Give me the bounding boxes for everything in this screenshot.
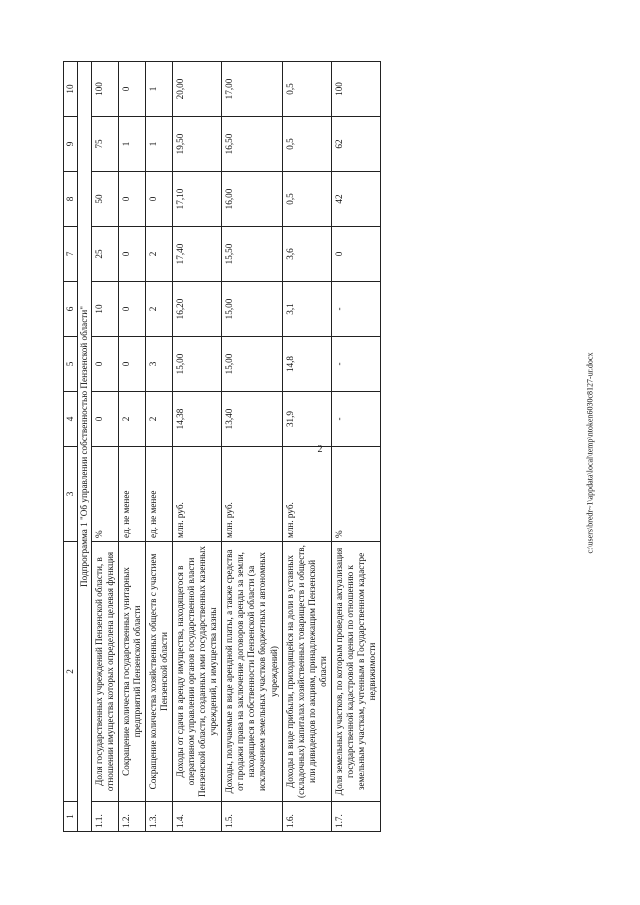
value-cell: 15,00 xyxy=(222,282,282,337)
indicator-name: Сокращение количества хозяйственных обществ с участием Пензенской области xyxy=(146,542,173,802)
subprogram-row xyxy=(78,62,92,832)
column-number-row xyxy=(64,62,78,832)
rotated-table-container xyxy=(63,62,593,832)
value-cell: 0 xyxy=(119,172,146,227)
value-cell: 62 xyxy=(331,117,380,172)
column-header: 3 xyxy=(64,447,78,542)
value-cell: 13,40 xyxy=(222,392,282,447)
value-cell: 0 xyxy=(331,227,380,282)
column-header: 5 xyxy=(64,337,78,392)
table-row xyxy=(92,62,119,832)
unit-cell: млн. руб. xyxy=(282,447,331,542)
value-cell: 1 xyxy=(146,117,173,172)
value-cell: 0,5 xyxy=(282,172,331,227)
unit-cell: млн. руб. xyxy=(222,447,282,542)
value-cell: 0 xyxy=(92,337,119,392)
table-row xyxy=(331,62,380,832)
value-cell: 16,20 xyxy=(173,282,222,337)
table-row xyxy=(146,62,173,832)
value-cell: 50 xyxy=(92,172,119,227)
value-cell: 2 xyxy=(146,392,173,447)
indicator-name: Сокращение количества государственных унитарных предприятий Пензенской области xyxy=(119,542,146,802)
indicators-table xyxy=(63,61,381,832)
table-row xyxy=(173,62,222,832)
value-cell: 17,00 xyxy=(222,62,282,117)
value-cell: 15,00 xyxy=(222,337,282,392)
row-number: 1.2. xyxy=(119,802,146,832)
row-number: 1.4. xyxy=(173,802,222,832)
value-cell: 3 xyxy=(146,337,173,392)
value-cell: - xyxy=(331,392,380,447)
subprogram-title: Подпрограмма 1 "Об управлении собственностью Пензенской области" xyxy=(78,62,92,832)
value-cell: 19,50 xyxy=(173,117,222,172)
column-header: 8 xyxy=(64,172,78,227)
file-path-text: c:\users\bredr~1\appdata\local\temp\ntoken6030c8127-ur.docx xyxy=(585,352,595,554)
column-header: 2 xyxy=(64,542,78,802)
row-number: 1.5. xyxy=(222,802,282,832)
column-header: 4 xyxy=(64,392,78,447)
value-cell: 0,5 xyxy=(282,62,331,117)
value-cell: 14,38 xyxy=(173,392,222,447)
value-cell: 3,6 xyxy=(282,227,331,282)
value-cell: 0,5 xyxy=(282,117,331,172)
indicator-name: Доля земельных участков, по которым проведена актуализация государственной кадастровой оценки по отношению к земельным участкам, учтенным в Государственном кадастре недвижимости xyxy=(331,542,380,802)
row-number: 1.7. xyxy=(331,802,380,832)
table-row xyxy=(119,62,146,832)
row-number: 1.6. xyxy=(282,802,331,832)
value-cell: 2 xyxy=(146,227,173,282)
value-cell: 0 xyxy=(119,227,146,282)
value-cell: 25 xyxy=(92,227,119,282)
value-cell: 15,00 xyxy=(173,337,222,392)
value-cell: - xyxy=(331,337,380,392)
unit-cell: % xyxy=(92,447,119,542)
value-cell: 0 xyxy=(119,62,146,117)
indicator-name: Доходы в виде прибыли, приходящейся на доли в уставных (складочных) капиталах хозяйственных товариществ и обществ, или дивидендов по акциям, принадлежащим Пензенской области xyxy=(282,542,331,802)
unit-cell: ед. не менее xyxy=(119,447,146,542)
value-cell: 75 xyxy=(92,117,119,172)
unit-cell: % xyxy=(331,447,380,542)
column-header: 1 xyxy=(64,802,78,832)
value-cell: 0 xyxy=(119,282,146,337)
column-header: 7 xyxy=(64,227,78,282)
value-cell: 17,10 xyxy=(173,172,222,227)
value-cell: 10 xyxy=(92,282,119,337)
value-cell: 31,9 xyxy=(282,392,331,447)
value-cell: 0 xyxy=(119,337,146,392)
value-cell: 2 xyxy=(119,392,146,447)
value-cell: 1 xyxy=(146,62,173,117)
column-header: 9 xyxy=(64,117,78,172)
unit-cell: млн. руб. xyxy=(173,447,222,542)
value-cell: 2 xyxy=(146,282,173,337)
indicator-name: Доходы, получаемые в виде арендной платы, а также средства от продажи права на заключение договоров аренды за земли, находящиеся в собственности Пензенской области (за исключением земельных участков бюджетных и автономных учреждений) xyxy=(222,542,282,802)
value-cell: 100 xyxy=(92,62,119,117)
value-cell: 3,1 xyxy=(282,282,331,337)
value-cell: 20,00 xyxy=(173,62,222,117)
value-cell: - xyxy=(331,282,380,337)
value-cell: 0 xyxy=(92,392,119,447)
value-cell: 16,00 xyxy=(222,172,282,227)
unit-cell: ед. не менее xyxy=(146,447,173,542)
row-number: 1.1. xyxy=(92,802,119,832)
value-cell: 100 xyxy=(331,62,380,117)
page-number: 2 xyxy=(317,444,323,455)
value-cell: 16,50 xyxy=(222,117,282,172)
value-cell: 0 xyxy=(146,172,173,227)
value-cell: 42 xyxy=(331,172,380,227)
column-header: 6 xyxy=(64,282,78,337)
table-row xyxy=(282,62,331,832)
row-number: 1.3. xyxy=(146,802,173,832)
value-cell: 1 xyxy=(119,117,146,172)
value-cell: 17,40 xyxy=(173,227,222,282)
value-cell: 15,50 xyxy=(222,227,282,282)
column-header: 10 xyxy=(64,62,78,117)
indicator-name: Доля государственных учреждений Пензенской области, в отношении имущества которых определена целевая функция xyxy=(92,542,119,802)
indicator-name: Доходы от сдачи в аренду имущества, находящегося в оперативном управлении органов государственной власти Пензенской области, созданных ими государственных казенных учреждений, и имущества казны xyxy=(173,542,222,802)
value-cell: 14,8 xyxy=(282,337,331,392)
table-row xyxy=(222,62,282,832)
